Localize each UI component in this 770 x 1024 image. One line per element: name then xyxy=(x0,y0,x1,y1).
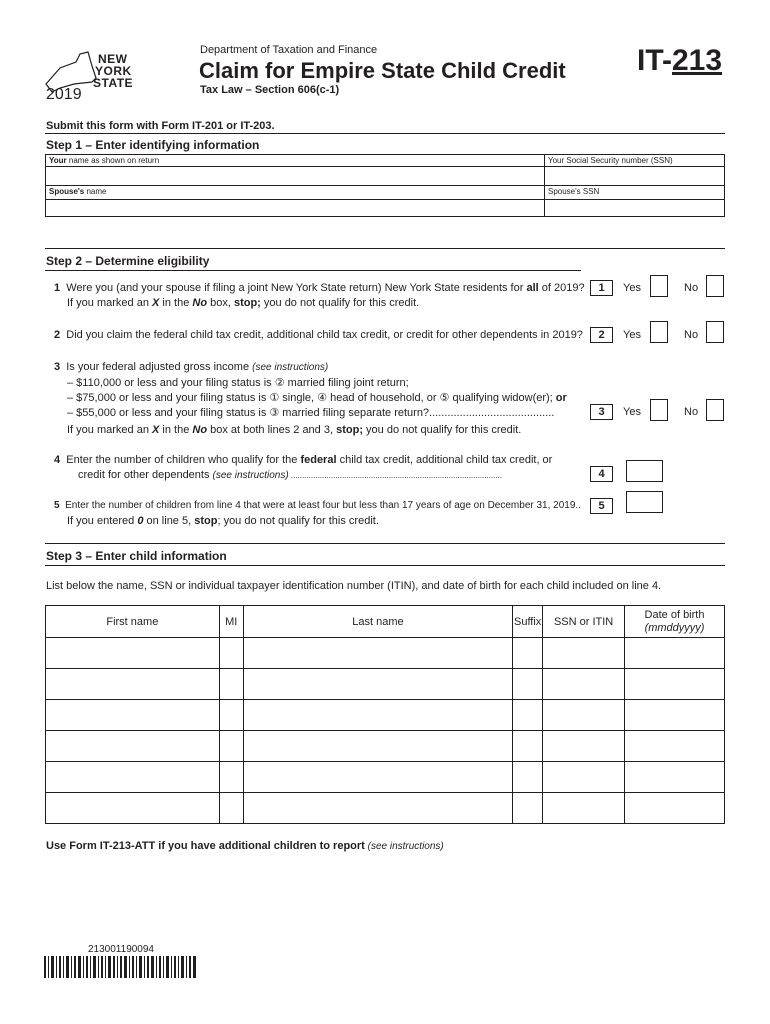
submit-note: Submit this form with Form IT-201 or IT-203. xyxy=(46,120,275,132)
state-name-york: YORK xyxy=(95,64,132,78)
children-table-header xyxy=(46,606,725,638)
note-x: X xyxy=(152,424,160,436)
question-4-line2 xyxy=(78,469,502,481)
first-name-cell[interactable] xyxy=(46,793,220,824)
department-name: Department of Taxation and Finance xyxy=(200,44,378,56)
question-3-option-2 xyxy=(67,391,567,404)
field-divider xyxy=(46,166,544,167)
column-last-name: Last name xyxy=(243,606,513,638)
column-first-name: First name xyxy=(46,606,220,638)
first-name-cell[interactable] xyxy=(46,700,220,731)
mi-cell[interactable] xyxy=(219,762,243,793)
q3-yes-checkbox[interactable] xyxy=(650,399,668,421)
form-number-digits: 213 xyxy=(672,44,723,77)
line-number-1: 1 xyxy=(590,280,613,296)
ssn-cell[interactable] xyxy=(543,638,625,669)
spouse-name-label-rest: name xyxy=(84,187,107,196)
option-text: – $75,000 or less and your filing status is ① single, ④ head of household, or ⑤ qualifying widow(er); xyxy=(67,392,556,404)
question-3-text: Is your federal adjusted gross income xyxy=(66,361,253,373)
suffix-cell[interactable] xyxy=(513,762,543,793)
attachment-note xyxy=(46,840,444,852)
spouse-name-field[interactable] xyxy=(45,185,545,217)
your-name-field[interactable] xyxy=(45,154,545,186)
note-no: No xyxy=(192,297,208,309)
note-text: in the xyxy=(159,297,193,309)
column-date-of-birth xyxy=(625,606,725,638)
question-1-text-all: all xyxy=(526,282,539,294)
your-name-label xyxy=(49,156,159,165)
your-name-label-rest: name as shown on return xyxy=(66,156,160,165)
form-title: Claim for Empire State Child Credit xyxy=(199,58,566,83)
mi-cell[interactable] xyxy=(219,700,243,731)
question-2 xyxy=(54,329,583,341)
mi-cell[interactable] xyxy=(219,793,243,824)
question-4-see: (see instructions) xyxy=(212,470,289,481)
no-label: No xyxy=(684,282,699,294)
note-text: If you marked an xyxy=(67,297,152,309)
yes-label: Yes xyxy=(623,282,641,294)
note-no: No xyxy=(192,424,208,436)
q2-yes-checkbox[interactable] xyxy=(650,321,668,343)
step3-intro: List below the name, SSN or individual taxpayer identification number (ITIN), and date of birth for each child included on line 4. xyxy=(46,580,662,592)
note-text: you do not qualify for this credit. xyxy=(260,297,420,309)
dob-cell[interactable] xyxy=(625,669,725,700)
question-5 xyxy=(54,500,581,511)
note-text: ; you do not qualify for this credit. xyxy=(217,515,379,527)
form-number-prefix: IT- xyxy=(637,44,672,77)
ssn-cell[interactable] xyxy=(543,669,625,700)
table-row xyxy=(46,700,725,731)
divider xyxy=(45,248,725,249)
question-2-number: 2 xyxy=(54,329,61,341)
table-row xyxy=(46,762,725,793)
your-ssn-field[interactable] xyxy=(544,154,725,186)
dob-cell[interactable] xyxy=(625,700,725,731)
line-number-2: 2 xyxy=(590,327,613,343)
field-divider xyxy=(545,166,724,167)
your-ssn-label: Your Social Security number (SSN) xyxy=(548,156,673,165)
question-1-text-c: of 2019? xyxy=(538,282,585,294)
note-stop: stop; xyxy=(233,297,261,309)
your-name-label-bold: Your xyxy=(49,156,67,165)
question-3-option-1: – $110,000 or less and your filing status is ② married filing joint return; xyxy=(67,377,409,389)
attachment-note-bold: Use Form IT-213-ATT if you have additional children to report xyxy=(46,840,365,852)
q4-children-count-input[interactable] xyxy=(626,460,663,482)
line-number-3: 3 xyxy=(590,404,613,420)
spouse-ssn-field[interactable] xyxy=(544,185,725,217)
dob-cell[interactable] xyxy=(625,793,725,824)
note-stop: stop xyxy=(194,515,218,527)
column-dob-format: (mmddyyyy) xyxy=(644,621,705,634)
question-4-text: child tax credit, additional child tax credit, or xyxy=(336,454,553,466)
line-number-5: 5 xyxy=(590,498,613,514)
question-3-number: 3 xyxy=(54,361,61,373)
dob-cell[interactable] xyxy=(625,638,725,669)
note-x: X xyxy=(152,297,160,309)
question-1-number: 1 xyxy=(54,282,61,294)
mi-cell[interactable] xyxy=(219,669,243,700)
ssn-cell[interactable] xyxy=(543,700,625,731)
dob-cell[interactable] xyxy=(625,731,725,762)
question-5-note xyxy=(67,515,379,527)
yes-label: Yes xyxy=(623,329,641,341)
no-label: No xyxy=(684,329,699,341)
table-row xyxy=(46,731,725,762)
question-3-see: (see instructions) xyxy=(252,362,329,373)
dob-cell[interactable] xyxy=(625,762,725,793)
table-row xyxy=(46,793,725,824)
column-ssn-itin: SSN or ITIN xyxy=(543,606,625,638)
question-5-text: Enter the number of children from line 4 that were at least four but less than 17 years of age on December 31, 2019.. xyxy=(65,500,581,511)
barcode-number: 213001190094 xyxy=(88,944,154,955)
suffix-cell[interactable] xyxy=(513,793,543,824)
step2-heading: Step 2 – Determine eligibility xyxy=(46,254,210,268)
state-name-new: NEW xyxy=(98,52,128,66)
question-4-number: 4 xyxy=(54,454,61,466)
first-name-cell[interactable] xyxy=(46,762,220,793)
line-number-4: 4 xyxy=(590,466,613,482)
yes-label: Yes xyxy=(623,406,641,418)
step1-heading: Step 1 – Enter identifying information xyxy=(46,138,260,152)
note-text: If you marked an xyxy=(67,424,152,436)
barcode-icon xyxy=(44,956,196,978)
question-1 xyxy=(54,282,585,294)
last-name-cell[interactable] xyxy=(243,731,513,762)
divider xyxy=(45,133,725,134)
spouse-ssn-label: Spouse's SSN xyxy=(548,187,600,196)
ssn-cell[interactable] xyxy=(543,762,625,793)
no-label: No xyxy=(684,406,699,418)
field-divider xyxy=(545,199,724,200)
suffix-cell[interactable] xyxy=(513,731,543,762)
divider xyxy=(45,543,725,544)
note-zero: 0 xyxy=(137,515,144,527)
question-5-number: 5 xyxy=(54,500,60,511)
q1-no-checkbox[interactable] xyxy=(706,275,724,297)
last-name-cell[interactable] xyxy=(243,762,513,793)
tax-law-reference: Tax Law – Section 606(c-1) xyxy=(200,84,340,96)
leader-dots: ............................................................................................... xyxy=(288,471,503,480)
question-1-note xyxy=(67,297,419,309)
suffix-cell[interactable] xyxy=(513,669,543,700)
question-4-federal: federal xyxy=(300,454,337,466)
divider xyxy=(45,270,581,271)
ssn-cell[interactable] xyxy=(543,731,625,762)
table-row xyxy=(46,638,725,669)
last-name-cell[interactable] xyxy=(243,669,513,700)
question-3-option-3: – $55,000 or less and your filing status is ③ married filing separate return?......................................... xyxy=(67,407,555,419)
note-text: you do not qualify for this credit. xyxy=(362,424,522,436)
question-3-note xyxy=(67,424,521,436)
table-row xyxy=(46,669,725,700)
q3-no-checkbox[interactable] xyxy=(706,399,724,421)
ssn-cell[interactable] xyxy=(543,793,625,824)
suffix-cell[interactable] xyxy=(513,700,543,731)
field-divider xyxy=(46,199,544,200)
note-text: on line 5, xyxy=(143,515,195,527)
attachment-note-see: (see instructions) xyxy=(364,841,444,852)
first-name-cell[interactable] xyxy=(46,669,220,700)
column-mi: MI xyxy=(219,606,243,638)
spouse-name-label-bold: Spouse's xyxy=(49,187,85,196)
question-1-text-a: Were you (and your spouse if filing a joint New York State return) New York State residents for xyxy=(66,282,527,294)
option-or: or xyxy=(555,392,567,404)
q2-no-checkbox[interactable] xyxy=(706,321,724,343)
mi-cell[interactable] xyxy=(219,638,243,669)
note-text: box, xyxy=(207,297,234,309)
spouse-name-label xyxy=(49,187,106,196)
children-table xyxy=(45,605,725,824)
divider xyxy=(45,565,725,566)
first-name-cell[interactable] xyxy=(46,731,220,762)
question-4-text: Enter the number of children who qualify for the xyxy=(66,454,301,466)
last-name-cell[interactable] xyxy=(243,700,513,731)
q5-children-count-input[interactable] xyxy=(626,491,663,513)
column-dob-label: Date of birth xyxy=(644,608,705,621)
tax-year: 2019 xyxy=(46,86,82,103)
question-3 xyxy=(54,361,328,373)
state-name-state: STATE xyxy=(93,76,134,90)
question-2-text: Did you claim the federal child tax credit, additional child tax credit, or credit for other dependents in 2019? xyxy=(66,329,583,341)
q1-yes-checkbox[interactable] xyxy=(650,275,668,297)
note-text: in the xyxy=(159,424,193,436)
last-name-cell[interactable] xyxy=(243,638,513,669)
form-number xyxy=(637,44,722,78)
first-name-cell[interactable] xyxy=(46,638,220,669)
column-suffix: Suffix xyxy=(513,606,543,638)
question-4-text: credit for other dependents xyxy=(78,469,213,481)
question-4 xyxy=(54,454,552,466)
suffix-cell[interactable] xyxy=(513,638,543,669)
note-text: box at both lines 2 and 3, xyxy=(207,424,337,436)
note-stop: stop; xyxy=(336,424,363,436)
mi-cell[interactable] xyxy=(219,731,243,762)
step3-heading: Step 3 – Enter child information xyxy=(46,549,227,563)
note-text: If you entered xyxy=(67,515,138,527)
last-name-cell[interactable] xyxy=(243,793,513,824)
